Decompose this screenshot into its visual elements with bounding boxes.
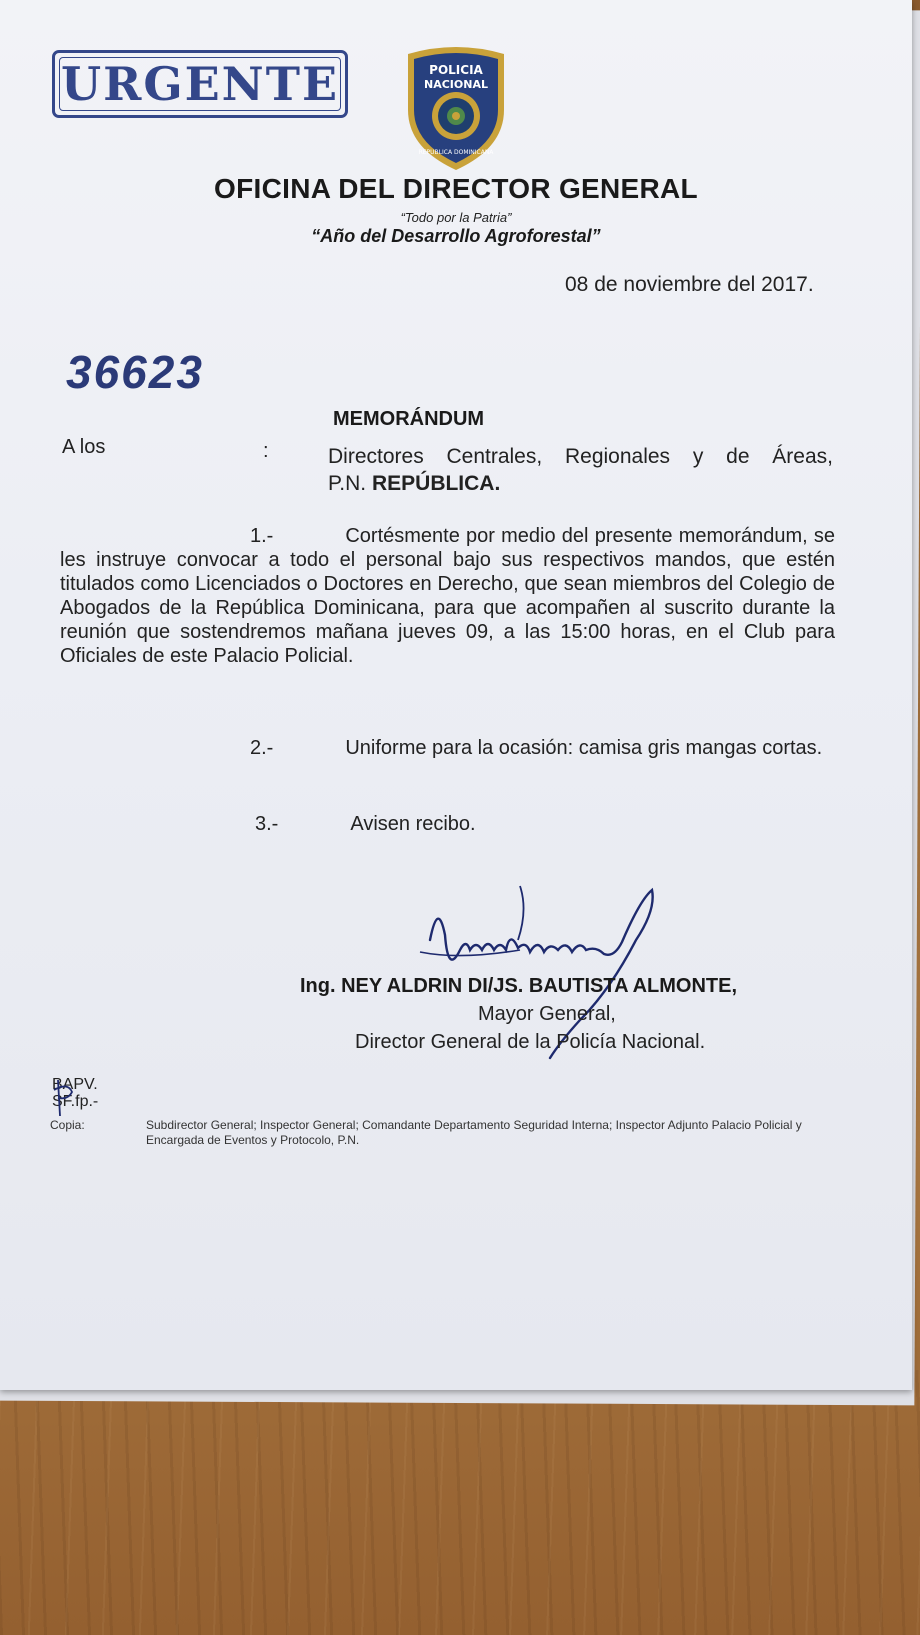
motto: “Todo por la Patria”	[400, 210, 512, 225]
paragraph-2-number: 2.-	[250, 737, 274, 759]
paragraph-1-number: 1.-	[250, 525, 274, 547]
copy-recipients: Subdirector General; Inspector General; Comandante Departamento Seguridad Interna; Inspector Adjunto Palacio Policial y Encargada de Eventos y Protocolo, P.N.	[146, 1118, 802, 1147]
signer-title: Director General de la Policía Nacional.	[355, 1031, 706, 1053]
wooden-table-surface	[0, 1370, 920, 1635]
year-slogan: “Año del Desarrollo Agroforestal”	[311, 226, 601, 246]
recipient-line-1: Directores Centrales, Regionales y de Áreas,	[328, 445, 833, 468]
memo-number: 36623	[66, 346, 204, 398]
badge-text-nacional: NACIONAL	[424, 78, 488, 91]
urgente-stamp	[52, 50, 348, 118]
initials-handwritten-mark	[48, 1076, 94, 1122]
signer-rank: Mayor General,	[478, 1003, 616, 1025]
memo-date: 08 de noviembre del 2017.	[565, 273, 814, 296]
urgente-stamp-text: URGENTE	[60, 57, 340, 111]
paragraph-2-first: Uniforme para la ocasión: camisa gris mangas	[345, 737, 757, 759]
paragraph-3-number: 3.-	[255, 813, 279, 835]
paragraph-1-first: Cortésmente por medio del presente	[345, 525, 673, 547]
paragraph-2	[60, 736, 835, 760]
badge-text-republica: REPUBLICA DOMINICANA	[418, 149, 494, 156]
police-badge-icon	[400, 44, 512, 172]
recipient-line-2-bold: REPÚBLICA.	[371, 472, 501, 495]
recipient-line-2-prefix: P.N.	[328, 472, 372, 495]
paragraph-1	[60, 524, 835, 668]
recipient-colon: :	[263, 440, 269, 462]
memo-title: MEMORÁNDUM	[333, 408, 485, 430]
badge-text-policia: POLICIA	[429, 63, 483, 77]
initials-line-1: BAPV.	[52, 1076, 98, 1093]
paragraph-3	[255, 812, 655, 836]
paragraph-3-first: Avisen recibo.	[350, 813, 476, 835]
initials-line-2: SF.fp.-	[52, 1093, 99, 1110]
office-title: OFICINA DEL DIRECTOR GENERAL	[214, 173, 698, 204]
copy-label: Copia:	[50, 1118, 85, 1132]
recipient-label: A los	[62, 436, 106, 458]
signer-name: Ing. NEY ALDRIN DI/JS. BAUTISTA ALMONTE,	[300, 975, 738, 997]
recipient-value	[328, 443, 833, 497]
paragraph-2-rest: cortas.	[762, 737, 823, 759]
paragraph-1-rest: memorándum, se les instruye convocar a todo el personal bajo sus respectivos mandos, que estén titulados como Licenciados o Doctores en Derecho, que sean miembros del Colegio de Abogados de la República Dominicana, para que acompañen al suscrito durante la reunión que sostendremos mañana jueves 09, a las 15:00 horas, en el Club para Oficiales de este Palacio Policial.	[60, 525, 835, 667]
